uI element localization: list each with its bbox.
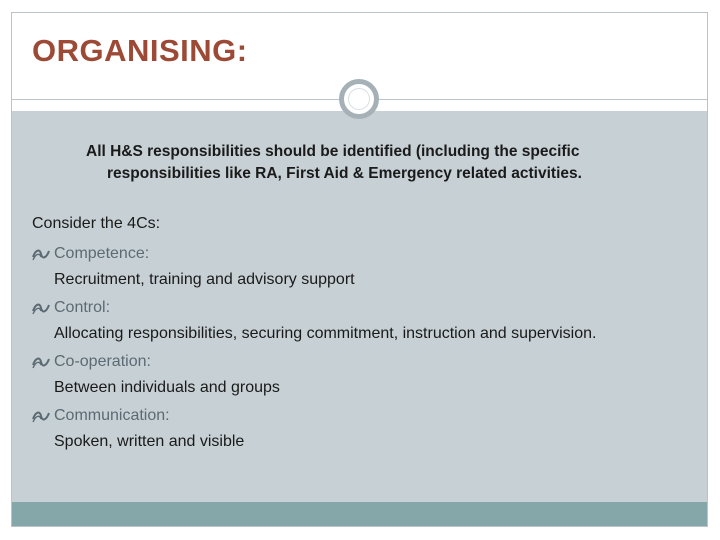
four-cs-list	[32, 241, 702, 457]
wavy-bullet-icon	[32, 246, 50, 262]
list-item-communication	[32, 403, 702, 457]
list-item-heading: Co-operation:	[54, 353, 151, 370]
slide	[11, 12, 708, 527]
content-panel	[12, 111, 707, 502]
list-item-description: Between individuals and groups	[54, 379, 280, 396]
wavy-bullet-icon	[32, 354, 50, 370]
footer-bar	[12, 502, 707, 526]
ring-ornament-icon	[339, 79, 379, 119]
intro-line-1: All H&S responsibilities should be identified (including the specific	[86, 143, 580, 160]
lead-text: Consider the 4Cs:	[32, 215, 161, 232]
list-item-heading: Communication:	[54, 407, 170, 424]
intro-line-2: responsibilities like RA, First Aid & Emergency related activities.	[107, 165, 582, 182]
slide-title: ORGANISING:	[32, 33, 248, 68]
list-item-description: Allocating responsibilities, securing commitment, instruction and supervision.	[54, 325, 597, 342]
list-item-heading: Control:	[54, 299, 111, 316]
list-item-competence	[32, 241, 702, 295]
wavy-bullet-icon	[32, 408, 50, 424]
list-item-description: Spoken, written and visible	[54, 433, 245, 450]
intro-text	[86, 141, 666, 185]
list-item-description: Recruitment, training and advisory support	[54, 271, 355, 288]
list-item-heading: Competence:	[54, 245, 150, 262]
list-item-co-operation	[32, 349, 702, 403]
list-item-control	[32, 295, 702, 349]
wavy-bullet-icon	[32, 300, 50, 316]
